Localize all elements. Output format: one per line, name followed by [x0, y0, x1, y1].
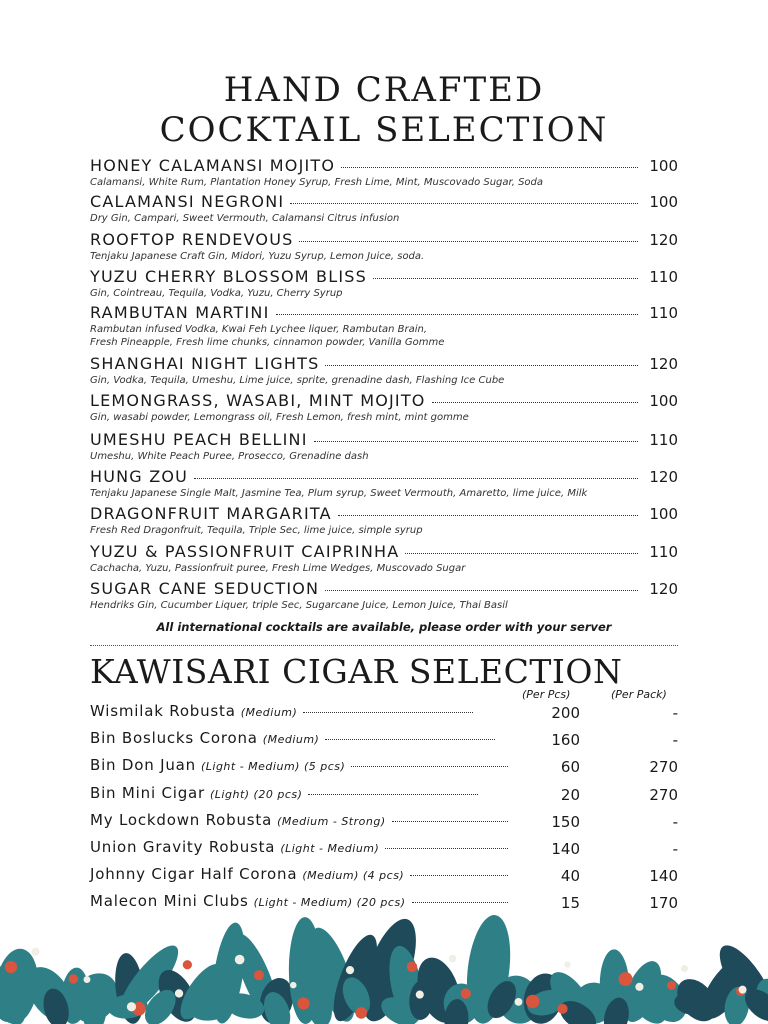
cigar-strength: (Medium) (4 pcs) — [302, 869, 405, 883]
cocktail-price: 120 — [649, 468, 678, 486]
flower-shape — [461, 988, 471, 998]
cigar-list — [90, 702, 680, 920]
cocktail-ingredients: Gin, wasabi powder, Lemongrass oil, Fresh Lemon, fresh mint, mint gomme — [90, 412, 469, 423]
cigar-name: Union Gravity Robusta — [90, 837, 276, 856]
flower-shape — [297, 997, 309, 1009]
cigar-name: Bin Don Juan — [90, 756, 196, 775]
cigar-price-per-pack: 270 — [649, 758, 678, 777]
cigar-strength: (Light - Medium) (5 pcs) — [200, 760, 346, 774]
cocktail-item — [90, 156, 678, 189]
cocktail-item — [90, 354, 678, 387]
cocktail-item — [90, 542, 678, 575]
cocktail-item — [90, 430, 678, 463]
cocktail-ingredients: Tenjaku Japanese Craft Gin, Midori, Yuzu Syrup, Lemon Juice, soda. — [90, 251, 425, 262]
flower-shape — [175, 989, 183, 997]
flower-shape — [290, 982, 297, 989]
dot-leader — [410, 875, 508, 876]
dot-leader — [325, 365, 638, 366]
flower-shape — [635, 983, 643, 991]
cocktail-name: YUZU & PASSIONFRUIT CAIPRINHA — [90, 542, 400, 561]
flower-shape — [355, 1007, 367, 1019]
dot-leader — [299, 241, 638, 242]
cocktail-ingredients: Hendriks Gin, Cucumber Liquer, triple Sec, Sugarcane Juice, Lemon Juice, Thai Basil — [90, 600, 508, 611]
cigar-price-per-pcs: 20 — [560, 785, 580, 804]
flower-shape — [127, 1002, 136, 1011]
cigar-row — [90, 784, 680, 811]
cocktail-item — [90, 579, 678, 612]
cocktail-ingredients: Cachacha, Yuzu, Passionfruit puree, Fresh Lime Wedges, Muscovado Sugar — [90, 563, 466, 574]
cigar-strength: (Light - Medium) (20 pcs) — [253, 896, 406, 910]
flower-shape — [84, 976, 91, 983]
cigar-price-per-pack: - — [672, 731, 678, 750]
dot-leader — [392, 821, 508, 822]
cocktail-price: 110 — [649, 268, 678, 286]
cocktail-price: 120 — [649, 355, 678, 373]
cocktail-ingredients: Calamansi, White Rum, Plantation Honey Syrup, Fresh Lime, Mint, Muscovado Sugar, Soda — [90, 177, 544, 188]
cocktail-name: UMESHU PEACH BELLINI — [90, 430, 308, 449]
cigar-price-per-pack: 140 — [649, 867, 678, 886]
cocktail-name: HONEY CALAMANSI MOJITO — [90, 156, 336, 175]
cigar-price-per-pack: 170 — [649, 894, 678, 913]
cigar-price-per-pcs: 40 — [560, 867, 580, 886]
cigar-name: Wismilak Robusta — [90, 702, 236, 720]
dot-leader — [405, 553, 638, 554]
dot-leader — [308, 794, 478, 795]
dot-leader — [325, 739, 495, 740]
cocktail-item — [90, 267, 678, 300]
cocktail-name: HUNG ZOU — [90, 467, 189, 486]
cigar-price-per-pcs: 60 — [560, 758, 580, 777]
cocktail-price: 110 — [649, 543, 678, 561]
flower-shape — [681, 965, 688, 972]
cigar-row — [90, 865, 680, 892]
cocktail-item — [90, 391, 678, 424]
flower-shape — [407, 962, 417, 972]
section-divider — [90, 645, 678, 646]
cigar-price-per-pcs: 160 — [551, 731, 580, 750]
column-header-per-pcs: (Per Pcs) — [522, 688, 571, 701]
dot-leader — [385, 848, 508, 849]
cigar-strength: (Medium) — [262, 733, 320, 747]
decorative-foliage-border — [0, 900, 768, 1024]
flower-shape — [254, 970, 264, 980]
cocktail-name: SHANGHAI NIGHT LIGHTS — [90, 354, 320, 373]
cocktail-name: SUGAR CANE SEDUCTION — [90, 579, 320, 598]
dot-leader — [373, 278, 638, 279]
cigar-row — [90, 838, 680, 865]
cigar-name: Bin Mini Cigar — [90, 783, 206, 802]
cigar-price-per-pack: - — [672, 839, 678, 858]
cigar-name: Malecon Mini Clubs — [90, 892, 249, 911]
flower-shape — [31, 948, 39, 956]
cocktail-name: LEMONGRASS, WASABI, MINT MOJITO — [90, 391, 426, 410]
cigar-strength: (Medium - Strong) — [277, 814, 386, 828]
flower-shape — [619, 972, 633, 986]
cigar-name: Bin Boslucks Corona — [90, 729, 258, 748]
dot-leader — [194, 478, 638, 479]
cocktail-ingredients: Gin, Cointreau, Tequila, Vodka, Yuzu, Cherry Syrup — [90, 288, 343, 299]
cigar-strength: (Medium) — [240, 706, 298, 719]
cigar-price-per-pcs: 15 — [560, 894, 580, 913]
cocktail-name: ROOFTOP RENDEVOUS — [90, 230, 294, 249]
flower-shape — [558, 1004, 568, 1014]
cigar-row — [90, 702, 680, 729]
dot-leader — [276, 314, 638, 315]
cocktail-name: DRAGONFRUIT MARGARITA — [90, 504, 332, 523]
dot-leader — [303, 712, 473, 713]
flower-shape — [346, 966, 354, 974]
cocktail-item — [90, 230, 678, 263]
cocktail-ingredients: Gin, Vodka, Tequila, Umeshu, Lime juice, sprite, grenadine dash, Flashing Ice Cube — [90, 375, 505, 386]
cocktail-ingredients: Rambutan infused Vodka, Kwai Feh Lychee liquer, Rambutan Brain, — [90, 324, 428, 335]
cocktail-price: 100 — [649, 392, 678, 410]
dot-leader — [290, 203, 638, 204]
cigar-strength: (Light) (20 pcs) — [210, 787, 303, 801]
dot-leader — [351, 766, 508, 767]
cigar-price-per-pack: - — [672, 812, 678, 831]
cocktail-price: 120 — [649, 580, 678, 598]
cocktail-price: 100 — [649, 505, 678, 523]
flower-shape — [515, 998, 523, 1006]
dot-leader — [341, 167, 638, 168]
cocktail-item — [90, 192, 678, 225]
cigar-price-per-pack: 270 — [649, 785, 678, 804]
flower-shape — [667, 981, 676, 990]
cocktail-name: YUZU CHERRY BLOSSOM BLISS — [90, 267, 367, 286]
cocktail-item — [90, 303, 678, 349]
cigar-row — [90, 756, 680, 783]
menu-title-line1: HAND CRAFTED — [223, 70, 545, 110]
cocktail-ingredients: Fresh Red Dragonfruit, Tequila, Triple Sec, lime juice, simple syrup — [90, 525, 423, 536]
cigar-strength: (Light - Medium) — [280, 841, 380, 855]
cocktail-ingredients: Tenjaku Japanese Single Malt, Jasmine Tea, Plum syrup, Sweet Vermouth, Amaretto, lime juice, Milk — [90, 488, 588, 499]
flower-shape — [235, 955, 245, 965]
cocktail-price: 100 — [649, 157, 678, 175]
cocktail-note: All international cocktails are available, please order with your server — [156, 620, 612, 634]
dot-leader — [325, 590, 638, 591]
cocktail-price: 100 — [649, 193, 678, 211]
cocktail-price: 110 — [649, 431, 678, 449]
menu-title-line2: COCKTAIL SELECTION — [159, 110, 609, 150]
cigar-row — [90, 729, 680, 756]
dot-leader — [432, 402, 638, 403]
cocktail-ingredients: Fresh Pineapple, Fresh lime chunks, cinnamon powder, Vanilla Gomme — [90, 337, 445, 348]
column-header-per-pack: (Per Pack) — [611, 688, 667, 701]
flower-shape — [526, 995, 540, 1009]
cocktail-price: 120 — [649, 231, 678, 249]
flower-shape — [183, 960, 192, 969]
cocktail-price: 110 — [649, 304, 678, 322]
cigar-name: My Lockdown Robusta — [90, 810, 273, 829]
flower-shape — [449, 955, 457, 963]
cocktail-name: RAMBUTAN MARTINI — [90, 303, 270, 322]
flower-shape — [69, 974, 78, 983]
cocktail-name: CALAMANSI NEGRONI — [90, 192, 285, 211]
cigar-row — [90, 811, 680, 838]
cigar-price-per-pcs: 140 — [551, 839, 580, 858]
flower-shape — [5, 961, 17, 973]
cigar-price-per-pcs: 150 — [551, 812, 580, 831]
cocktail-item — [90, 504, 678, 537]
cocktail-ingredients: Umeshu, White Peach Puree, Prosecco, Grenadine dash — [90, 451, 369, 462]
cocktail-ingredients: Dry Gin, Campari, Sweet Vermouth, Calamansi Citrus infusion — [90, 213, 400, 224]
flower-shape — [564, 962, 570, 968]
cigar-price-per-pack: - — [672, 704, 678, 722]
cocktail-item — [90, 467, 678, 500]
cigar-price-per-pcs: 200 — [551, 704, 580, 722]
flower-shape — [739, 986, 747, 994]
flower-shape — [416, 991, 424, 999]
cigar-section-title: KAWISARI CIGAR SELECTION — [90, 652, 623, 691]
dot-leader — [338, 515, 638, 516]
cigar-name: Johnny Cigar Half Corona — [90, 865, 298, 884]
dot-leader — [314, 441, 638, 442]
